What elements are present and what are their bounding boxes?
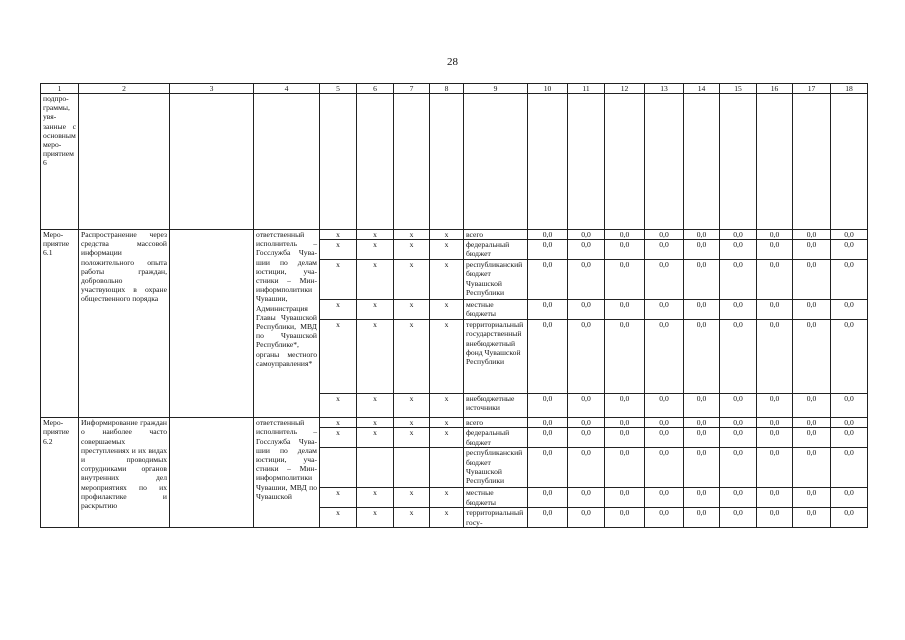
value-cell: 0,0 <box>528 488 568 508</box>
mark-cell: x <box>394 418 430 428</box>
value-cell: 0,0 <box>605 260 645 300</box>
value-cell: 0,0 <box>605 488 645 508</box>
executor-cell: ответственный исполнитель – Госслужба Чувашии по делам юстиции, участники – Мининформполитики Чувашии, Администрация Главы Чувашской Республики, МВД по Чувашской Республике*, органы местного самоуправления* <box>254 230 320 418</box>
value-cell: 0,0 <box>568 394 605 418</box>
value-cell: 0,0 <box>684 320 720 394</box>
funding-source: внебюджетные источники <box>464 394 528 418</box>
value-cell: 0,0 <box>831 448 868 488</box>
value-cell: 0,0 <box>645 260 684 300</box>
mark-cell: x <box>430 488 464 508</box>
mark-cell: x <box>320 428 357 448</box>
mark-cell: x <box>357 488 394 508</box>
intro-label: подпрограммы, увязанные с основным мероприятием 6 <box>41 94 79 230</box>
value-cell: 0,0 <box>528 320 568 394</box>
mark-cell: x <box>320 394 357 418</box>
value-cell: 0,0 <box>605 300 645 320</box>
value-cell: 0,0 <box>684 488 720 508</box>
value-cell: 0,0 <box>528 394 568 418</box>
value-cell: 0,0 <box>605 418 645 428</box>
budget-table <box>40 83 868 528</box>
value-cell: 0,0 <box>793 418 831 428</box>
value-cell: 0,0 <box>720 300 757 320</box>
value-cell: 0,0 <box>793 428 831 448</box>
column-header: 11 <box>568 84 605 94</box>
header-row <box>41 84 868 94</box>
value-cell: 0,0 <box>757 300 793 320</box>
activity-label: Мероприятие 6.2 <box>41 418 79 528</box>
mark-cell: x <box>357 418 394 428</box>
mark-cell: x <box>320 320 357 394</box>
value-cell: 0,0 <box>757 320 793 394</box>
empty-cell <box>464 94 528 230</box>
mark-cell: x <box>394 300 430 320</box>
value-cell: 0,0 <box>793 448 831 488</box>
value-cell: 0,0 <box>831 320 868 394</box>
value-cell: 0,0 <box>605 394 645 418</box>
mark-cell <box>357 448 394 488</box>
value-cell: 0,0 <box>720 488 757 508</box>
value-cell: 0,0 <box>605 508 645 528</box>
value-cell: 0,0 <box>793 488 831 508</box>
value-cell: 0,0 <box>568 300 605 320</box>
mark-cell: x <box>430 418 464 428</box>
mark-cell: x <box>430 240 464 260</box>
value-cell: 0,0 <box>757 448 793 488</box>
value-cell: 0,0 <box>645 428 684 448</box>
empty-cell <box>254 94 320 230</box>
mark-cell: x <box>357 240 394 260</box>
page-number: 28 <box>447 56 458 68</box>
mark-cell: x <box>430 394 464 418</box>
column-header: 12 <box>605 84 645 94</box>
value-cell: 0,0 <box>831 508 868 528</box>
value-cell: 0,0 <box>793 260 831 300</box>
value-cell: 0,0 <box>528 418 568 428</box>
funding-source: территориальный госу- <box>464 508 528 528</box>
mark-cell: x <box>394 488 430 508</box>
value-cell: 0,0 <box>831 230 868 240</box>
value-cell: 0,0 <box>757 230 793 240</box>
value-cell: 0,0 <box>793 230 831 240</box>
value-cell: 0,0 <box>757 260 793 300</box>
empty-cell <box>793 94 831 230</box>
value-cell: 0,0 <box>720 320 757 394</box>
executor-cell: ответственный исполнитель – Госслужба Чувашии по делам юстиции, участники – Мининформполитики Чувашии, МВД по Чувашской <box>254 418 320 528</box>
funding-source: местные бюджеты <box>464 488 528 508</box>
value-cell: 0,0 <box>720 394 757 418</box>
value-cell: 0,0 <box>568 260 605 300</box>
mark-cell: x <box>430 428 464 448</box>
empty-cell <box>528 94 568 230</box>
activity-label: Мероприятие 6.1 <box>41 230 79 418</box>
mark-cell: x <box>320 488 357 508</box>
funding-source: республиканский бюджет Чувашской Республики <box>464 260 528 300</box>
value-cell: 0,0 <box>645 488 684 508</box>
mark-cell: x <box>430 508 464 528</box>
mark-cell: x <box>357 320 394 394</box>
value-cell: 0,0 <box>793 320 831 394</box>
column-header: 16 <box>757 84 793 94</box>
value-cell: 0,0 <box>645 394 684 418</box>
value-cell: 0,0 <box>568 418 605 428</box>
value-cell: 0,0 <box>528 230 568 240</box>
value-cell: 0,0 <box>831 394 868 418</box>
value-cell: 0,0 <box>528 260 568 300</box>
value-cell: 0,0 <box>645 300 684 320</box>
empty-cell <box>170 94 254 230</box>
value-cell: 0,0 <box>757 418 793 428</box>
value-cell: 0,0 <box>528 240 568 260</box>
value-cell: 0,0 <box>720 508 757 528</box>
value-cell: 0,0 <box>645 448 684 488</box>
empty-cell <box>320 94 357 230</box>
empty-cell <box>79 94 170 230</box>
mark-cell <box>320 448 357 488</box>
mark-cell: x <box>320 508 357 528</box>
mark-cell: x <box>394 320 430 394</box>
value-cell: 0,0 <box>645 240 684 260</box>
funding-source: всего <box>464 230 528 240</box>
value-cell: 0,0 <box>720 448 757 488</box>
value-cell: 0,0 <box>793 394 831 418</box>
mark-cell: x <box>357 230 394 240</box>
mark-cell: x <box>394 240 430 260</box>
mark-cell: x <box>357 300 394 320</box>
funding-source: местные бюджеты <box>464 300 528 320</box>
value-cell: 0,0 <box>684 418 720 428</box>
value-cell: 0,0 <box>757 488 793 508</box>
value-cell: 0,0 <box>720 230 757 240</box>
mark-cell: x <box>320 240 357 260</box>
value-cell: 0,0 <box>568 448 605 488</box>
value-cell: 0,0 <box>568 508 605 528</box>
value-cell: 0,0 <box>720 260 757 300</box>
column-header: 5 <box>320 84 357 94</box>
funding-source: территориальный государственный внебюджетный фонд Чувашской Республики <box>464 320 528 394</box>
value-cell: 0,0 <box>568 428 605 448</box>
value-cell: 0,0 <box>793 240 831 260</box>
mark-cell: x <box>394 394 430 418</box>
value-cell: 0,0 <box>720 418 757 428</box>
value-cell: 0,0 <box>645 230 684 240</box>
mark-cell: x <box>357 394 394 418</box>
funding-source: республиканский бюджет Чувашской Республики <box>464 448 528 488</box>
empty-cell <box>357 94 394 230</box>
value-cell: 0,0 <box>568 240 605 260</box>
mark-cell: x <box>430 320 464 394</box>
value-cell: 0,0 <box>831 488 868 508</box>
column-3-cell <box>170 230 254 418</box>
value-cell: 0,0 <box>720 240 757 260</box>
value-cell: 0,0 <box>684 230 720 240</box>
value-cell: 0,0 <box>568 488 605 508</box>
value-cell: 0,0 <box>684 300 720 320</box>
value-cell: 0,0 <box>757 394 793 418</box>
mark-cell: x <box>357 508 394 528</box>
funding-source: всего <box>464 418 528 428</box>
mark-cell: x <box>320 260 357 300</box>
empty-cell <box>645 94 684 230</box>
activity-description: Распространение через средства массовой информации положительного опыта работы граждан, добровольно участвующих в охране общественного порядка <box>79 230 170 418</box>
column-header: 9 <box>464 84 528 94</box>
value-cell: 0,0 <box>793 300 831 320</box>
mark-cell: x <box>430 230 464 240</box>
empty-cell <box>430 94 464 230</box>
value-cell: 0,0 <box>528 300 568 320</box>
column-header: 17 <box>793 84 831 94</box>
value-cell: 0,0 <box>528 448 568 488</box>
mark-cell: x <box>394 230 430 240</box>
mark-cell: x <box>430 260 464 300</box>
column-header: 1 <box>41 84 79 94</box>
column-header: 10 <box>528 84 568 94</box>
mark-cell: x <box>320 300 357 320</box>
value-cell: 0,0 <box>684 394 720 418</box>
value-cell: 0,0 <box>720 428 757 448</box>
mark-cell: x <box>320 418 357 428</box>
value-cell: 0,0 <box>568 230 605 240</box>
column-header: 18 <box>831 84 868 94</box>
value-cell: 0,0 <box>684 448 720 488</box>
table-row <box>41 418 868 428</box>
empty-cell <box>394 94 430 230</box>
activity-description: Информирование граждан о наиболее часто совершаемых преступлениях и их видах и проводимых сотрудниками органов внутренних дел мероприятиях по их профилактике и раскрытию <box>79 418 170 528</box>
mark-cell: x <box>394 260 430 300</box>
empty-cell <box>605 94 645 230</box>
value-cell: 0,0 <box>831 300 868 320</box>
value-cell: 0,0 <box>645 508 684 528</box>
column-header: 14 <box>684 84 720 94</box>
value-cell: 0,0 <box>528 508 568 528</box>
column-header: 8 <box>430 84 464 94</box>
empty-cell <box>684 94 720 230</box>
value-cell: 0,0 <box>831 428 868 448</box>
column-header: 7 <box>394 84 430 94</box>
value-cell: 0,0 <box>605 448 645 488</box>
funding-source: федеральный бюджет <box>464 428 528 448</box>
value-cell: 0,0 <box>757 508 793 528</box>
value-cell: 0,0 <box>605 320 645 394</box>
empty-cell <box>831 94 868 230</box>
empty-cell <box>757 94 793 230</box>
value-cell: 0,0 <box>645 418 684 428</box>
column-header: 13 <box>645 84 684 94</box>
value-cell: 0,0 <box>605 240 645 260</box>
column-3-cell <box>170 418 254 528</box>
value-cell: 0,0 <box>645 320 684 394</box>
column-header: 15 <box>720 84 757 94</box>
mark-cell <box>394 448 430 488</box>
value-cell: 0,0 <box>568 320 605 394</box>
mark-cell: x <box>394 508 430 528</box>
mark-cell: x <box>357 428 394 448</box>
mark-cell: x <box>357 260 394 300</box>
mark-cell: x <box>320 230 357 240</box>
value-cell: 0,0 <box>793 508 831 528</box>
value-cell: 0,0 <box>757 240 793 260</box>
value-cell: 0,0 <box>831 240 868 260</box>
value-cell: 0,0 <box>757 428 793 448</box>
intro-row <box>41 94 868 230</box>
table-row <box>41 230 868 240</box>
value-cell: 0,0 <box>684 428 720 448</box>
empty-cell <box>568 94 605 230</box>
value-cell: 0,0 <box>831 260 868 300</box>
value-cell: 0,0 <box>605 428 645 448</box>
column-header: 3 <box>170 84 254 94</box>
mark-cell: x <box>430 300 464 320</box>
column-header: 6 <box>357 84 394 94</box>
value-cell: 0,0 <box>684 508 720 528</box>
column-header: 2 <box>79 84 170 94</box>
funding-source: федеральный бюджет <box>464 240 528 260</box>
mark-cell: x <box>394 428 430 448</box>
empty-cell <box>720 94 757 230</box>
value-cell: 0,0 <box>605 230 645 240</box>
mark-cell <box>430 448 464 488</box>
value-cell: 0,0 <box>831 418 868 428</box>
value-cell: 0,0 <box>684 260 720 300</box>
value-cell: 0,0 <box>684 240 720 260</box>
value-cell: 0,0 <box>528 428 568 448</box>
column-header: 4 <box>254 84 320 94</box>
